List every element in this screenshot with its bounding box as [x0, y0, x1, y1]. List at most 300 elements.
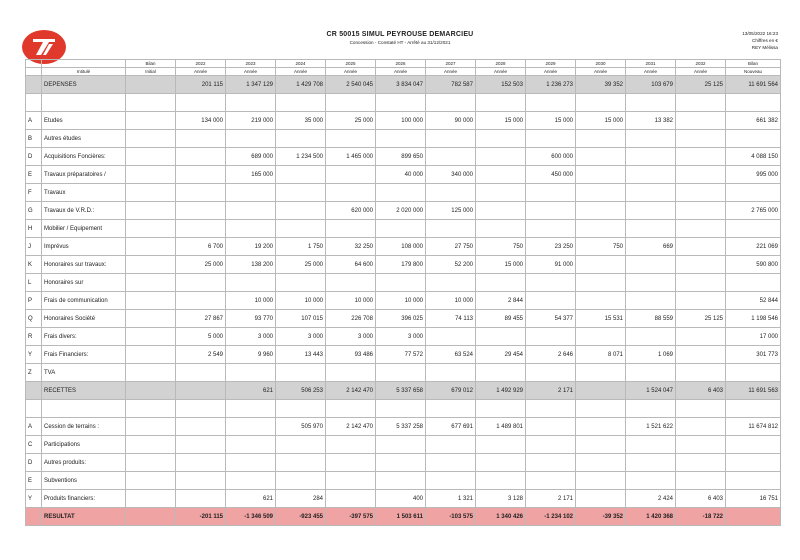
value-cell — [126, 292, 176, 310]
value-cell — [326, 130, 376, 148]
value-cell: 15 531 — [576, 310, 626, 328]
value-cell — [126, 400, 176, 418]
value-cell: 750 — [476, 238, 526, 256]
table-row — [26, 310, 781, 328]
row-label: Autres études — [42, 130, 126, 148]
value-cell: 52 200 — [426, 256, 476, 274]
value-cell: 750 — [576, 238, 626, 256]
value-cell — [426, 400, 476, 418]
value-cell: 93 486 — [326, 346, 376, 364]
value-cell: 1 750 — [276, 238, 326, 256]
value-cell — [226, 220, 276, 238]
value-cell — [576, 94, 626, 112]
value-cell — [576, 202, 626, 220]
row-code — [26, 94, 42, 112]
value-cell — [526, 202, 576, 220]
value-cell — [476, 148, 526, 166]
value-cell — [276, 202, 326, 220]
value-cell: 6 403 — [676, 382, 726, 400]
value-cell: -39 352 — [576, 508, 626, 526]
value-cell — [476, 274, 526, 292]
value-cell — [226, 400, 276, 418]
value-cell: -1 234 102 — [526, 508, 576, 526]
report-date: 13/05/2022 16:23 — [742, 31, 778, 36]
column-header: 2032 — [676, 60, 726, 68]
value-cell — [176, 148, 226, 166]
value-cell: 11 691 563 — [726, 382, 781, 400]
value-cell — [676, 166, 726, 184]
table-row — [26, 400, 781, 418]
value-cell — [126, 310, 176, 328]
row-label: Frais de communication — [42, 292, 126, 310]
value-cell — [476, 472, 526, 490]
value-cell — [476, 184, 526, 202]
value-cell — [376, 436, 426, 454]
value-cell — [576, 364, 626, 382]
table-row — [26, 238, 781, 256]
column-header: 2024 — [276, 60, 326, 68]
value-cell — [176, 202, 226, 220]
value-cell: 35 000 — [276, 112, 326, 130]
column-header: 2029 — [526, 60, 576, 68]
column-header: Année — [226, 68, 276, 76]
value-cell — [126, 328, 176, 346]
value-cell — [176, 382, 226, 400]
value-cell — [376, 274, 426, 292]
value-cell — [126, 454, 176, 472]
value-cell — [176, 400, 226, 418]
value-cell: -1 346 509 — [226, 508, 276, 526]
value-cell: 340 000 — [426, 166, 476, 184]
value-cell: 5 000 — [176, 328, 226, 346]
value-cell — [326, 184, 376, 202]
value-cell — [426, 220, 476, 238]
value-cell — [676, 148, 726, 166]
value-cell — [126, 130, 176, 148]
value-cell — [726, 508, 781, 526]
value-cell: 15 000 — [526, 112, 576, 130]
value-cell — [276, 184, 326, 202]
value-cell: 219 000 — [226, 112, 276, 130]
value-cell: 5 337 658 — [376, 382, 426, 400]
row-code — [26, 508, 42, 526]
value-cell — [326, 454, 376, 472]
table-row — [26, 166, 781, 184]
value-cell: 590 800 — [726, 256, 781, 274]
value-cell — [326, 472, 376, 490]
column-header: 2022 — [176, 60, 226, 68]
table-row — [26, 418, 781, 436]
row-label: Autres produits: — [42, 454, 126, 472]
row-label: Frais divers: — [42, 328, 126, 346]
value-cell — [226, 184, 276, 202]
value-cell: 6 403 — [676, 490, 726, 508]
row-code: R — [26, 328, 42, 346]
column-header: Année — [176, 68, 226, 76]
value-cell — [576, 328, 626, 346]
value-cell — [526, 94, 576, 112]
value-cell — [126, 472, 176, 490]
value-cell: 995 000 — [726, 166, 781, 184]
value-cell: 1 321 — [426, 490, 476, 508]
value-cell — [676, 112, 726, 130]
row-label: Frais Financiers: — [42, 346, 126, 364]
value-cell: 25 000 — [176, 256, 226, 274]
value-cell: 506 253 — [276, 382, 326, 400]
row-label: Acquisitions Foncières: — [42, 148, 126, 166]
value-cell — [626, 94, 676, 112]
row-code: A — [26, 418, 42, 436]
value-cell — [176, 490, 226, 508]
value-cell — [126, 112, 176, 130]
value-cell: 221 069 — [726, 238, 781, 256]
value-cell — [126, 436, 176, 454]
value-cell: 1 465 000 — [326, 148, 376, 166]
value-cell: 2 171 — [526, 490, 576, 508]
value-cell — [476, 166, 526, 184]
value-cell: 10 000 — [376, 292, 426, 310]
table-row — [26, 76, 781, 94]
row-code: B — [26, 130, 42, 148]
value-cell — [626, 220, 676, 238]
value-cell — [126, 346, 176, 364]
value-cell — [126, 508, 176, 526]
value-cell: 103 679 — [626, 76, 676, 94]
value-cell — [426, 472, 476, 490]
value-cell: 4 088 150 — [726, 148, 781, 166]
value-cell — [226, 202, 276, 220]
value-cell: 396 025 — [376, 310, 426, 328]
row-code: A — [26, 112, 42, 130]
value-cell: 1 234 500 — [276, 148, 326, 166]
row-code: Q — [26, 310, 42, 328]
value-cell — [176, 130, 226, 148]
value-cell: 93 770 — [226, 310, 276, 328]
value-cell — [726, 472, 781, 490]
value-cell — [526, 130, 576, 148]
value-cell — [526, 400, 576, 418]
value-cell: 15 000 — [576, 112, 626, 130]
row-code: K — [26, 256, 42, 274]
value-cell — [276, 94, 326, 112]
row-code: D — [26, 148, 42, 166]
value-cell — [226, 130, 276, 148]
value-cell — [126, 382, 176, 400]
value-cell — [726, 400, 781, 418]
report-author: REY Mélissa — [751, 45, 778, 50]
value-cell: 9 960 — [226, 346, 276, 364]
value-cell — [576, 184, 626, 202]
value-cell — [176, 94, 226, 112]
value-cell — [426, 436, 476, 454]
table-row — [26, 454, 781, 472]
value-cell — [176, 436, 226, 454]
financial-table — [25, 59, 781, 526]
value-cell — [676, 436, 726, 454]
value-cell — [276, 130, 326, 148]
value-cell: 3 000 — [326, 328, 376, 346]
value-cell — [176, 274, 226, 292]
value-cell — [576, 454, 626, 472]
value-cell — [676, 220, 726, 238]
value-cell — [676, 292, 726, 310]
value-cell — [626, 256, 676, 274]
value-cell — [626, 148, 676, 166]
value-cell — [676, 472, 726, 490]
value-cell: 2 765 000 — [726, 202, 781, 220]
value-cell — [326, 436, 376, 454]
value-cell: 2 646 — [526, 346, 576, 364]
value-cell: 2 844 — [476, 292, 526, 310]
value-cell — [576, 400, 626, 418]
row-code — [26, 382, 42, 400]
value-cell: 2 020 000 — [376, 202, 426, 220]
row-code: Z — [26, 364, 42, 382]
column-header: 2025 — [326, 60, 376, 68]
value-cell: -397 575 — [326, 508, 376, 526]
value-cell: 899 650 — [376, 148, 426, 166]
value-cell: 400 — [376, 490, 426, 508]
value-cell: 782 587 — [426, 76, 476, 94]
value-cell — [376, 220, 426, 238]
value-cell — [526, 274, 576, 292]
value-cell — [176, 454, 226, 472]
value-cell — [376, 130, 426, 148]
value-cell — [426, 148, 476, 166]
row-label: Mobilier / Equipement — [42, 220, 126, 238]
row-label: Travaux de V.R.D.: — [42, 202, 126, 220]
value-cell: 134 000 — [176, 112, 226, 130]
value-cell — [676, 454, 726, 472]
value-cell — [626, 292, 676, 310]
value-cell — [276, 454, 326, 472]
value-cell: 3 000 — [376, 328, 426, 346]
column-header: 2031 — [626, 60, 676, 68]
value-cell: 661 382 — [726, 112, 781, 130]
row-code: J — [26, 238, 42, 256]
value-cell — [376, 454, 426, 472]
value-cell — [126, 364, 176, 382]
value-cell: 1 236 273 — [526, 76, 576, 94]
value-cell — [576, 490, 626, 508]
value-cell: 13 382 — [626, 112, 676, 130]
value-cell: 600 000 — [526, 148, 576, 166]
row-code: E — [26, 166, 42, 184]
value-cell — [126, 94, 176, 112]
table-row — [26, 184, 781, 202]
value-cell: 6 700 — [176, 238, 226, 256]
value-cell: 89 455 — [476, 310, 526, 328]
value-cell: 1 069 — [626, 346, 676, 364]
value-cell — [526, 328, 576, 346]
value-cell: 1 420 368 — [626, 508, 676, 526]
value-cell — [626, 274, 676, 292]
value-cell: 10 000 — [326, 292, 376, 310]
value-cell: 3 128 — [476, 490, 526, 508]
row-label: Subventions — [42, 472, 126, 490]
value-cell: 1 489 801 — [476, 418, 526, 436]
table-row — [26, 490, 781, 508]
value-cell: 19 200 — [226, 238, 276, 256]
value-cell: 621 — [226, 490, 276, 508]
row-label — [42, 94, 126, 112]
value-cell — [476, 364, 526, 382]
value-cell: 1 503 611 — [376, 508, 426, 526]
value-cell — [726, 220, 781, 238]
row-code: P — [26, 292, 42, 310]
value-cell: 107 015 — [276, 310, 326, 328]
value-cell — [176, 220, 226, 238]
value-cell: 620 000 — [326, 202, 376, 220]
value-cell — [526, 364, 576, 382]
value-cell: 64 600 — [326, 256, 376, 274]
value-cell — [726, 94, 781, 112]
value-cell — [226, 436, 276, 454]
value-cell: 10 000 — [426, 292, 476, 310]
row-label: Honoraires Société — [42, 310, 126, 328]
column-header: Année — [576, 68, 626, 76]
row-label: RESULTAT — [42, 508, 126, 526]
value-cell — [476, 202, 526, 220]
value-cell — [576, 166, 626, 184]
header-row — [26, 68, 781, 76]
value-cell — [626, 472, 676, 490]
value-cell: 2 142 470 — [326, 382, 376, 400]
value-cell — [726, 364, 781, 382]
value-cell — [326, 220, 376, 238]
row-label: Travaux — [42, 184, 126, 202]
value-cell: 179 800 — [376, 256, 426, 274]
value-cell: 2 142 470 — [326, 418, 376, 436]
value-cell: 1 347 129 — [226, 76, 276, 94]
table-row — [26, 382, 781, 400]
table-row — [26, 346, 781, 364]
column-header: 2030 — [576, 60, 626, 68]
value-cell — [176, 364, 226, 382]
value-cell — [326, 364, 376, 382]
value-cell: 165 000 — [226, 166, 276, 184]
value-cell: 1 524 047 — [626, 382, 676, 400]
row-code — [26, 76, 42, 94]
value-cell — [326, 400, 376, 418]
table-row — [26, 274, 781, 292]
value-cell — [676, 274, 726, 292]
value-cell: 679 012 — [426, 382, 476, 400]
value-cell — [476, 436, 526, 454]
value-cell: 77 572 — [376, 346, 426, 364]
value-cell — [276, 166, 326, 184]
value-cell — [476, 454, 526, 472]
table-row — [26, 292, 781, 310]
value-cell — [676, 256, 726, 274]
value-cell: 138 200 — [226, 256, 276, 274]
value-cell — [176, 292, 226, 310]
value-cell: -201 115 — [176, 508, 226, 526]
column-header: Intitulé — [42, 68, 126, 76]
value-cell — [126, 76, 176, 94]
row-label: RECETTES — [42, 382, 126, 400]
value-cell: 16 751 — [726, 490, 781, 508]
value-cell — [376, 94, 426, 112]
value-cell: 2 171 — [526, 382, 576, 400]
value-cell — [626, 184, 676, 202]
value-cell: 32 250 — [326, 238, 376, 256]
column-header: Bilan — [726, 60, 781, 68]
value-cell — [726, 274, 781, 292]
value-cell: 11 691 564 — [726, 76, 781, 94]
value-cell — [676, 364, 726, 382]
value-cell: 1 198 546 — [726, 310, 781, 328]
value-cell — [176, 418, 226, 436]
value-cell — [426, 94, 476, 112]
row-label: Participations — [42, 436, 126, 454]
row-code: Y — [26, 490, 42, 508]
row-code: G — [26, 202, 42, 220]
value-cell — [676, 346, 726, 364]
value-cell: 3 000 — [226, 328, 276, 346]
value-cell — [376, 184, 426, 202]
value-cell — [276, 274, 326, 292]
value-cell — [676, 130, 726, 148]
row-label: DEPENSES — [42, 76, 126, 94]
value-cell — [176, 472, 226, 490]
value-cell — [126, 238, 176, 256]
value-cell — [626, 454, 676, 472]
table-row — [26, 436, 781, 454]
row-code: E — [26, 472, 42, 490]
value-cell — [476, 220, 526, 238]
table-row — [26, 508, 781, 526]
column-header: 2023 — [226, 60, 276, 68]
row-label: Honoraires sur travaux: — [42, 256, 126, 274]
column-header: Nouveau — [726, 68, 781, 76]
row-code: Y — [26, 346, 42, 364]
table-row — [26, 220, 781, 238]
value-cell — [626, 436, 676, 454]
column-header: 2027 — [426, 60, 476, 68]
value-cell — [276, 220, 326, 238]
column-header: Année — [476, 68, 526, 76]
value-cell — [526, 184, 576, 202]
value-cell — [176, 166, 226, 184]
value-cell — [526, 220, 576, 238]
row-label: Travaux préparatoires / — [42, 166, 126, 184]
value-cell — [626, 328, 676, 346]
value-cell — [576, 274, 626, 292]
table-row — [26, 94, 781, 112]
column-header — [26, 60, 42, 68]
value-cell: 505 970 — [276, 418, 326, 436]
value-cell: -18 722 — [676, 508, 726, 526]
value-cell — [226, 454, 276, 472]
value-cell: 1 429 708 — [276, 76, 326, 94]
report-currency: Chiffres en € — [752, 38, 778, 43]
value-cell — [476, 328, 526, 346]
column-header: Année — [626, 68, 676, 76]
value-cell — [126, 166, 176, 184]
table-row — [26, 328, 781, 346]
value-cell: 5 337 258 — [376, 418, 426, 436]
value-cell — [576, 436, 626, 454]
value-cell — [676, 238, 726, 256]
value-cell: 1 340 426 — [476, 508, 526, 526]
value-cell — [476, 94, 526, 112]
value-cell: 25 125 — [676, 76, 726, 94]
header-row — [26, 60, 781, 68]
value-cell: 25 000 — [276, 256, 326, 274]
value-cell: 27 867 — [176, 310, 226, 328]
value-cell: 52 844 — [726, 292, 781, 310]
